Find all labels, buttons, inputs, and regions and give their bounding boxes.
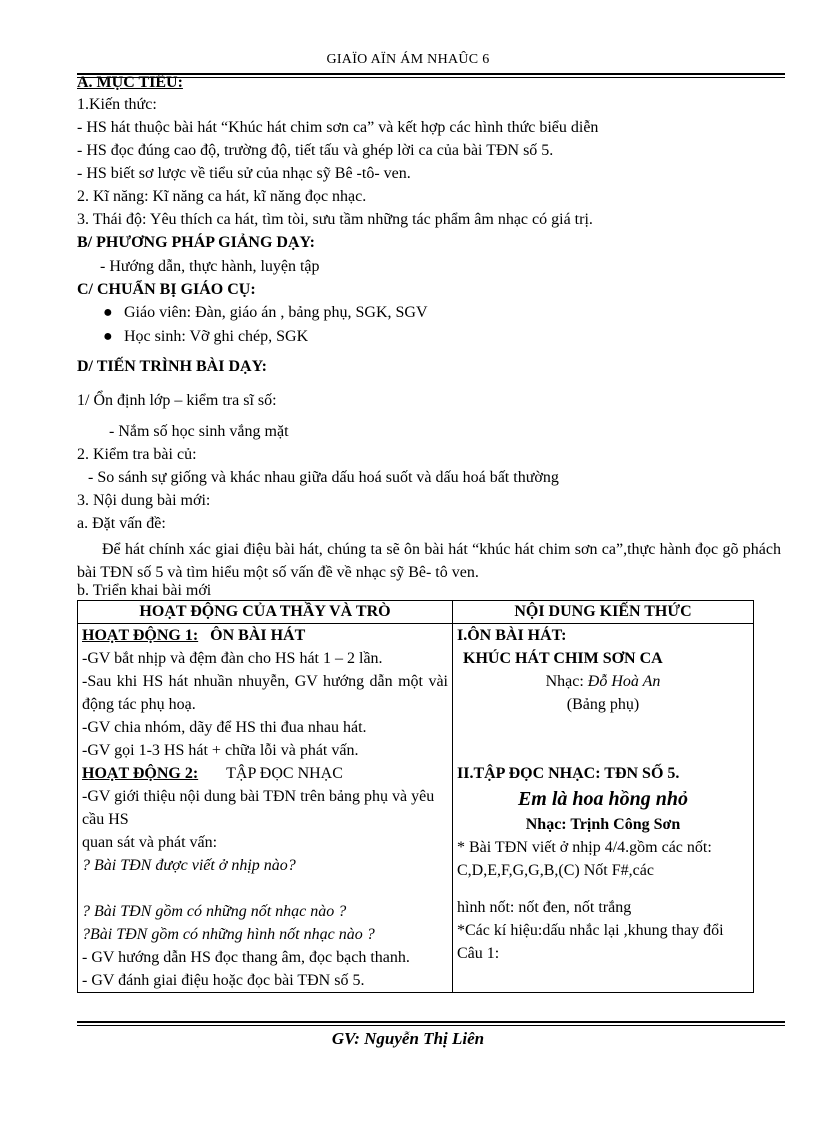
section-c-item: Học sinh: Vỡ ghi chép, SGK: [124, 328, 309, 345]
hd2-label: HOẠT ĐỘNG 2:: [82, 765, 199, 782]
step2-detail: - So sánh sự giống và khác nhau giữa dấu hoá suốt và dấu hoá bất thường: [88, 469, 559, 486]
header-rule: [77, 73, 785, 75]
table-row: [78, 624, 754, 993]
hd1-label: HOẠT ĐỘNG 1:: [82, 627, 199, 644]
hd2-line: - GV đánh giai điệu hoặc đọc bài TĐN số 5.: [82, 972, 365, 989]
s2-song: Em là hoa hồng nhỏ: [517, 788, 689, 810]
s1-title: I.ÔN BÀI HÁT:: [457, 627, 567, 644]
page-header: GIAÏO AÏN ÁM NHAÛC 6: [326, 52, 490, 67]
content-cell: [453, 624, 754, 993]
section-c-heading: C/ CHUẨN BỊ GIÁO CỤ:: [77, 281, 256, 298]
section-a-line: - HS đọc đúng cao độ, trường độ, tiết tấu và ghép lời ca của bài TĐN số 5.: [77, 142, 554, 159]
step1: 1/ Ổn định lớp – kiểm tra sĩ số:: [77, 392, 277, 409]
bullet-dot: ●: [103, 304, 113, 321]
section-a-line: - HS hát thuộc bài hát “Khúc hát chim sơn ca” và kết hợp các hình thức biểu diễn: [77, 119, 599, 136]
footer-teacher: GV: Nguyễn Thị Liên: [331, 1029, 485, 1048]
s2-composer: Nhạc: Trịnh Công Sơn: [525, 816, 681, 833]
hd1-line: -GV bắt nhịp và đệm đàn cho HS hát 1 – 2 lần.: [82, 650, 383, 667]
hd2-title: TẬP ĐỌC NHẠC: [226, 765, 343, 782]
section-a-item1-title: 1.Kiến thức:: [77, 96, 157, 113]
s2-title: II.TẬP ĐỌC NHẠC: TĐN SỐ 5.: [457, 765, 680, 782]
hd2-line: quan sát và phát vấn:: [82, 834, 218, 851]
table-header-row: [78, 601, 754, 624]
intro-paragraph: Để hát chính xác giai điệu bài hát, chúng ta sẽ ôn bài hát “khúc hát chim sơn ca”,thực hành đọc gõ phách bài TĐN số 5 và tìm hiểu một số vấn đề về nhạc sỹ Bê- tô ven.: [77, 541, 781, 581]
spacer: [82, 877, 448, 900]
header-rule-thin: [77, 77, 785, 78]
section-a-item2: 2. Kĩ năng: Kĩ năng ca hát, kĩ năng đọc nhạc.: [77, 188, 367, 205]
lesson-table: [77, 600, 754, 993]
col-header-activities: HOẠT ĐỘNG CỦA THẦY VÀ TRÒ: [78, 601, 453, 624]
question: ?Bài TĐN gồm có những hình nốt nhạc nào ?: [82, 926, 375, 943]
s2-line: hình nốt: nốt đen, nốt trắng: [457, 899, 632, 916]
section-b-heading: B/ PHƯƠNG PHÁP GIẢNG DẠY:: [77, 234, 315, 251]
s2-line: *Các kí hiệu:dấu nhắc lại ,khung thay đổi: [457, 922, 724, 939]
hd1-title: ÔN BÀI HÁT: [210, 627, 306, 644]
s1-music-label: Nhạc:: [545, 673, 584, 690]
hd1-line: -GV gọi 1-3 HS hát + chữa lỗi và phát vấn.: [82, 742, 359, 759]
s2-line: * Bài TĐN viết ở nhịp 4/4.gồm các nốt: C,D,E,F,G,G,B,(C) Nốt F#,các: [457, 839, 712, 879]
spacer: [457, 882, 749, 896]
section-a-item3: 3. Thái độ: Yêu thích ca hát, tìm tòi, sưu tầm những tác phẩm âm nhạc có giá trị.: [77, 211, 593, 228]
activities-cell: [78, 624, 453, 993]
step3a: a. Đặt vấn đề:: [77, 515, 166, 532]
s1-note: (Bảng phụ): [566, 696, 640, 713]
question: ? Bài TĐN được viết ở nhịp nào?: [82, 857, 296, 874]
hd1-line: -Sau khi HS hát nhuần nhuyễn, GV hướng dẫn một vài động tác phụ hoạ.: [82, 673, 448, 713]
footer-rule: [77, 1021, 785, 1023]
question: ? Bài TĐN gồm có những nốt nhạc nào ?: [82, 903, 347, 920]
hd2-line: -GV giới thiệu nội dung bài TĐN trên bảng phụ và yêu cầu HS: [82, 788, 435, 828]
section-b-line: - Hướng dẫn, thực hành, luyện tập: [100, 258, 320, 275]
spacer: [457, 716, 749, 762]
hd2-line: - GV hướng dẫn HS đọc thang âm, đọc bạch thanh.: [82, 949, 410, 966]
section-d-heading: D/ TIẾN TRÌNH BÀI DẠY:: [77, 358, 267, 375]
step3: 3. Nội dung bài mới:: [77, 492, 211, 509]
s1-composer: Đỗ Hoà An: [587, 673, 661, 690]
bullet-dot: ●: [103, 328, 113, 345]
section-c-item: Giáo viên: Đàn, giáo án , bảng phụ, SGK, SGV: [124, 304, 428, 321]
step2: 2. Kiểm tra bài củ:: [77, 446, 197, 463]
section-a-heading: A. MỤC TIÊU:: [77, 74, 183, 91]
footer-rule-thin: [77, 1025, 785, 1026]
col-header-content: NỘI DUNG KIẾN THỨC: [453, 601, 754, 624]
step1-detail: - Nắm số học sinh vắng mặt: [109, 423, 289, 440]
s1-song: KHÚC HÁT CHIM SƠN CA: [463, 650, 663, 667]
s2-line: Câu 1:: [457, 945, 500, 962]
step3b: b. Triển khai bài mới: [77, 582, 212, 599]
hd1-line: -GV chia nhóm, dãy để HS thi đua nhau hát.: [82, 719, 367, 736]
section-a-line: - HS biết sơ lược về tiểu sử của nhạc sỹ Bê -tô- ven.: [77, 165, 411, 182]
